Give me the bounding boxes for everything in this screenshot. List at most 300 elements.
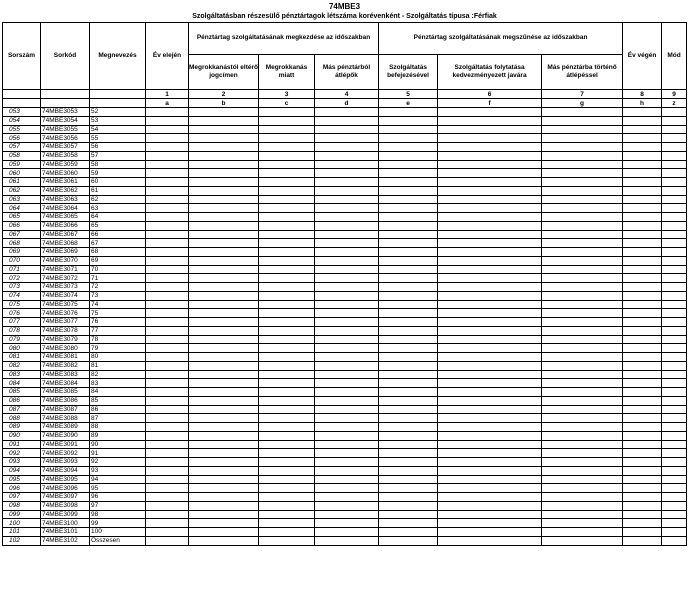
input-cell[interactable] bbox=[315, 169, 379, 178]
input-cell[interactable] bbox=[315, 134, 379, 143]
input-cell[interactable] bbox=[315, 186, 379, 195]
input-cell[interactable] bbox=[623, 143, 662, 152]
input-cell[interactable] bbox=[662, 466, 687, 475]
input-cell[interactable] bbox=[662, 143, 687, 152]
input-cell[interactable] bbox=[542, 108, 623, 117]
input-cell[interactable] bbox=[438, 108, 542, 117]
input-cell[interactable] bbox=[662, 291, 687, 300]
input-cell[interactable] bbox=[623, 326, 662, 335]
input-cell[interactable] bbox=[189, 318, 259, 327]
input-cell[interactable] bbox=[146, 230, 189, 239]
input-cell[interactable] bbox=[438, 379, 542, 388]
input-cell[interactable] bbox=[189, 256, 259, 265]
input-cell[interactable] bbox=[315, 256, 379, 265]
input-cell[interactable] bbox=[438, 353, 542, 362]
input-cell[interactable] bbox=[542, 510, 623, 519]
input-cell[interactable] bbox=[189, 134, 259, 143]
input-cell[interactable] bbox=[623, 431, 662, 440]
input-cell[interactable] bbox=[259, 423, 315, 432]
input-cell[interactable] bbox=[662, 423, 687, 432]
input-cell[interactable] bbox=[662, 501, 687, 510]
input-cell[interactable] bbox=[259, 248, 315, 257]
input-cell[interactable] bbox=[542, 213, 623, 222]
input-cell[interactable] bbox=[438, 195, 542, 204]
input-cell[interactable] bbox=[623, 195, 662, 204]
input-cell[interactable] bbox=[379, 449, 438, 458]
input-cell[interactable] bbox=[315, 335, 379, 344]
input-cell[interactable] bbox=[662, 370, 687, 379]
input-cell[interactable] bbox=[259, 230, 315, 239]
input-cell[interactable] bbox=[379, 458, 438, 467]
input-cell[interactable] bbox=[146, 213, 189, 222]
input-cell[interactable] bbox=[315, 493, 379, 502]
input-cell[interactable] bbox=[259, 431, 315, 440]
input-cell[interactable] bbox=[189, 370, 259, 379]
input-cell[interactable] bbox=[315, 221, 379, 230]
input-cell[interactable] bbox=[315, 370, 379, 379]
input-cell[interactable] bbox=[542, 370, 623, 379]
input-cell[interactable] bbox=[438, 510, 542, 519]
input-cell[interactable] bbox=[662, 475, 687, 484]
input-cell[interactable] bbox=[315, 125, 379, 134]
input-cell[interactable] bbox=[379, 493, 438, 502]
input-cell[interactable] bbox=[146, 440, 189, 449]
input-cell[interactable] bbox=[146, 493, 189, 502]
input-cell[interactable] bbox=[662, 414, 687, 423]
input-cell[interactable] bbox=[315, 195, 379, 204]
input-cell[interactable] bbox=[662, 204, 687, 213]
input-cell[interactable] bbox=[623, 379, 662, 388]
input-cell[interactable] bbox=[662, 178, 687, 187]
input-cell[interactable] bbox=[662, 405, 687, 414]
input-cell[interactable] bbox=[379, 160, 438, 169]
input-cell[interactable] bbox=[623, 309, 662, 318]
input-cell[interactable] bbox=[146, 449, 189, 458]
input-cell[interactable] bbox=[542, 134, 623, 143]
input-cell[interactable] bbox=[623, 414, 662, 423]
input-cell[interactable] bbox=[623, 353, 662, 362]
input-cell[interactable] bbox=[623, 361, 662, 370]
input-cell[interactable] bbox=[438, 239, 542, 248]
input-cell[interactable] bbox=[146, 370, 189, 379]
input-cell[interactable] bbox=[438, 493, 542, 502]
input-cell[interactable] bbox=[438, 291, 542, 300]
input-cell[interactable] bbox=[189, 213, 259, 222]
input-cell[interactable] bbox=[542, 195, 623, 204]
input-cell[interactable] bbox=[623, 484, 662, 493]
input-cell[interactable] bbox=[189, 388, 259, 397]
input-cell[interactable] bbox=[315, 379, 379, 388]
input-cell[interactable] bbox=[662, 300, 687, 309]
input-cell[interactable] bbox=[379, 414, 438, 423]
input-cell[interactable] bbox=[189, 475, 259, 484]
input-cell[interactable] bbox=[189, 283, 259, 292]
input-cell[interactable] bbox=[438, 501, 542, 510]
input-cell[interactable] bbox=[662, 528, 687, 537]
input-cell[interactable] bbox=[146, 318, 189, 327]
input-cell[interactable] bbox=[315, 204, 379, 213]
input-cell[interactable] bbox=[438, 178, 542, 187]
input-cell[interactable] bbox=[315, 291, 379, 300]
input-cell[interactable] bbox=[623, 440, 662, 449]
input-cell[interactable] bbox=[438, 151, 542, 160]
input-cell[interactable] bbox=[662, 335, 687, 344]
input-cell[interactable] bbox=[542, 361, 623, 370]
input-cell[interactable] bbox=[189, 309, 259, 318]
input-cell[interactable] bbox=[189, 361, 259, 370]
input-cell[interactable] bbox=[438, 265, 542, 274]
input-cell[interactable] bbox=[623, 169, 662, 178]
input-cell[interactable] bbox=[623, 160, 662, 169]
input-cell[interactable] bbox=[542, 318, 623, 327]
input-cell[interactable] bbox=[542, 353, 623, 362]
input-cell[interactable] bbox=[379, 274, 438, 283]
input-cell[interactable] bbox=[146, 466, 189, 475]
input-cell[interactable] bbox=[315, 248, 379, 257]
input-cell[interactable] bbox=[146, 501, 189, 510]
input-cell[interactable] bbox=[623, 449, 662, 458]
input-cell[interactable] bbox=[542, 309, 623, 318]
input-cell[interactable] bbox=[542, 274, 623, 283]
input-cell[interactable] bbox=[623, 501, 662, 510]
input-cell[interactable] bbox=[189, 466, 259, 475]
input-cell[interactable] bbox=[379, 283, 438, 292]
input-cell[interactable] bbox=[379, 248, 438, 257]
input-cell[interactable] bbox=[315, 353, 379, 362]
input-cell[interactable] bbox=[542, 440, 623, 449]
input-cell[interactable] bbox=[315, 143, 379, 152]
input-cell[interactable] bbox=[542, 326, 623, 335]
input-cell[interactable] bbox=[189, 248, 259, 257]
input-cell[interactable] bbox=[259, 116, 315, 125]
input-cell[interactable] bbox=[623, 151, 662, 160]
input-cell[interactable] bbox=[259, 388, 315, 397]
input-cell[interactable] bbox=[259, 160, 315, 169]
input-cell[interactable] bbox=[662, 388, 687, 397]
input-cell[interactable] bbox=[189, 143, 259, 152]
input-cell[interactable] bbox=[146, 431, 189, 440]
input-cell[interactable] bbox=[379, 519, 438, 528]
input-cell[interactable] bbox=[315, 528, 379, 537]
input-cell[interactable] bbox=[259, 353, 315, 362]
input-cell[interactable] bbox=[542, 300, 623, 309]
input-cell[interactable] bbox=[189, 335, 259, 344]
input-cell[interactable] bbox=[438, 134, 542, 143]
input-cell[interactable] bbox=[542, 414, 623, 423]
input-cell[interactable] bbox=[438, 423, 542, 432]
input-cell[interactable] bbox=[189, 151, 259, 160]
input-cell[interactable] bbox=[379, 186, 438, 195]
input-cell[interactable] bbox=[146, 178, 189, 187]
input-cell[interactable] bbox=[623, 493, 662, 502]
input-cell[interactable] bbox=[189, 379, 259, 388]
input-cell[interactable] bbox=[315, 300, 379, 309]
input-cell[interactable] bbox=[542, 248, 623, 257]
input-cell[interactable] bbox=[259, 143, 315, 152]
input-cell[interactable] bbox=[623, 475, 662, 484]
input-cell[interactable] bbox=[662, 361, 687, 370]
input-cell[interactable] bbox=[623, 466, 662, 475]
input-cell[interactable] bbox=[379, 423, 438, 432]
input-cell[interactable] bbox=[259, 195, 315, 204]
input-cell[interactable] bbox=[662, 536, 687, 545]
input-cell[interactable] bbox=[146, 458, 189, 467]
input-cell[interactable] bbox=[146, 169, 189, 178]
input-cell[interactable] bbox=[379, 326, 438, 335]
input-cell[interactable] bbox=[146, 248, 189, 257]
input-cell[interactable] bbox=[259, 510, 315, 519]
input-cell[interactable] bbox=[259, 108, 315, 117]
input-cell[interactable] bbox=[623, 423, 662, 432]
input-cell[interactable] bbox=[259, 309, 315, 318]
input-cell[interactable] bbox=[189, 528, 259, 537]
input-cell[interactable] bbox=[146, 344, 189, 353]
input-cell[interactable] bbox=[146, 475, 189, 484]
input-cell[interactable] bbox=[542, 484, 623, 493]
input-cell[interactable] bbox=[662, 256, 687, 265]
input-cell[interactable] bbox=[623, 300, 662, 309]
input-cell[interactable] bbox=[542, 475, 623, 484]
input-cell[interactable] bbox=[189, 344, 259, 353]
input-cell[interactable] bbox=[662, 309, 687, 318]
input-cell[interactable] bbox=[146, 116, 189, 125]
input-cell[interactable] bbox=[259, 493, 315, 502]
input-cell[interactable] bbox=[315, 440, 379, 449]
input-cell[interactable] bbox=[662, 449, 687, 458]
input-cell[interactable] bbox=[623, 248, 662, 257]
input-cell[interactable] bbox=[438, 160, 542, 169]
input-cell[interactable] bbox=[438, 475, 542, 484]
input-cell[interactable] bbox=[259, 169, 315, 178]
input-cell[interactable] bbox=[259, 414, 315, 423]
input-cell[interactable] bbox=[189, 169, 259, 178]
input-cell[interactable] bbox=[146, 353, 189, 362]
input-cell[interactable] bbox=[146, 326, 189, 335]
input-cell[interactable] bbox=[315, 160, 379, 169]
input-cell[interactable] bbox=[315, 388, 379, 397]
input-cell[interactable] bbox=[662, 169, 687, 178]
input-cell[interactable] bbox=[662, 318, 687, 327]
input-cell[interactable] bbox=[623, 213, 662, 222]
input-cell[interactable] bbox=[438, 248, 542, 257]
input-cell[interactable] bbox=[623, 283, 662, 292]
input-cell[interactable] bbox=[259, 326, 315, 335]
input-cell[interactable] bbox=[315, 536, 379, 545]
input-cell[interactable] bbox=[146, 186, 189, 195]
input-cell[interactable] bbox=[189, 221, 259, 230]
input-cell[interactable] bbox=[662, 379, 687, 388]
input-cell[interactable] bbox=[542, 379, 623, 388]
input-cell[interactable] bbox=[189, 493, 259, 502]
input-cell[interactable] bbox=[542, 125, 623, 134]
input-cell[interactable] bbox=[379, 353, 438, 362]
input-cell[interactable] bbox=[623, 510, 662, 519]
input-cell[interactable] bbox=[542, 265, 623, 274]
input-cell[interactable] bbox=[623, 318, 662, 327]
input-cell[interactable] bbox=[146, 361, 189, 370]
input-cell[interactable] bbox=[438, 519, 542, 528]
input-cell[interactable] bbox=[379, 501, 438, 510]
input-cell[interactable] bbox=[623, 396, 662, 405]
input-cell[interactable] bbox=[259, 519, 315, 528]
input-cell[interactable] bbox=[146, 221, 189, 230]
input-cell[interactable] bbox=[662, 248, 687, 257]
input-cell[interactable] bbox=[662, 186, 687, 195]
input-cell[interactable] bbox=[379, 134, 438, 143]
input-cell[interactable] bbox=[438, 370, 542, 379]
input-cell[interactable] bbox=[259, 501, 315, 510]
input-cell[interactable] bbox=[623, 125, 662, 134]
input-cell[interactable] bbox=[623, 108, 662, 117]
input-cell[interactable] bbox=[542, 169, 623, 178]
input-cell[interactable] bbox=[623, 256, 662, 265]
input-cell[interactable] bbox=[379, 379, 438, 388]
input-cell[interactable] bbox=[315, 458, 379, 467]
input-cell[interactable] bbox=[662, 265, 687, 274]
input-cell[interactable] bbox=[662, 134, 687, 143]
input-cell[interactable] bbox=[542, 388, 623, 397]
input-cell[interactable] bbox=[259, 379, 315, 388]
input-cell[interactable] bbox=[259, 125, 315, 134]
input-cell[interactable] bbox=[146, 396, 189, 405]
input-cell[interactable] bbox=[662, 195, 687, 204]
input-cell[interactable] bbox=[623, 291, 662, 300]
input-cell[interactable] bbox=[438, 466, 542, 475]
input-cell[interactable] bbox=[542, 116, 623, 125]
input-cell[interactable] bbox=[438, 361, 542, 370]
input-cell[interactable] bbox=[146, 510, 189, 519]
input-cell[interactable] bbox=[542, 431, 623, 440]
input-cell[interactable] bbox=[189, 300, 259, 309]
input-cell[interactable] bbox=[189, 239, 259, 248]
input-cell[interactable] bbox=[542, 344, 623, 353]
input-cell[interactable] bbox=[438, 309, 542, 318]
input-cell[interactable] bbox=[315, 475, 379, 484]
input-cell[interactable] bbox=[315, 510, 379, 519]
input-cell[interactable] bbox=[379, 536, 438, 545]
input-cell[interactable] bbox=[662, 151, 687, 160]
input-cell[interactable] bbox=[315, 108, 379, 117]
input-cell[interactable] bbox=[315, 431, 379, 440]
input-cell[interactable] bbox=[146, 160, 189, 169]
input-cell[interactable] bbox=[379, 510, 438, 519]
input-cell[interactable] bbox=[379, 143, 438, 152]
input-cell[interactable] bbox=[189, 116, 259, 125]
input-cell[interactable] bbox=[542, 256, 623, 265]
input-cell[interactable] bbox=[623, 116, 662, 125]
input-cell[interactable] bbox=[315, 116, 379, 125]
input-cell[interactable] bbox=[259, 528, 315, 537]
input-cell[interactable] bbox=[379, 213, 438, 222]
input-cell[interactable] bbox=[315, 396, 379, 405]
input-cell[interactable] bbox=[259, 344, 315, 353]
input-cell[interactable] bbox=[438, 484, 542, 493]
input-cell[interactable] bbox=[315, 178, 379, 187]
input-cell[interactable] bbox=[623, 519, 662, 528]
input-cell[interactable] bbox=[259, 178, 315, 187]
input-cell[interactable] bbox=[438, 169, 542, 178]
input-cell[interactable] bbox=[259, 291, 315, 300]
input-cell[interactable] bbox=[189, 265, 259, 274]
input-cell[interactable] bbox=[146, 405, 189, 414]
input-cell[interactable] bbox=[379, 178, 438, 187]
input-cell[interactable] bbox=[542, 204, 623, 213]
input-cell[interactable] bbox=[315, 230, 379, 239]
input-cell[interactable] bbox=[146, 256, 189, 265]
input-cell[interactable] bbox=[259, 466, 315, 475]
input-cell[interactable] bbox=[146, 379, 189, 388]
input-cell[interactable] bbox=[438, 335, 542, 344]
input-cell[interactable] bbox=[315, 274, 379, 283]
input-cell[interactable] bbox=[259, 405, 315, 414]
input-cell[interactable] bbox=[662, 484, 687, 493]
input-cell[interactable] bbox=[379, 431, 438, 440]
input-cell[interactable] bbox=[315, 519, 379, 528]
input-cell[interactable] bbox=[438, 536, 542, 545]
input-cell[interactable] bbox=[379, 388, 438, 397]
input-cell[interactable] bbox=[189, 484, 259, 493]
input-cell[interactable] bbox=[542, 151, 623, 160]
input-cell[interactable] bbox=[438, 458, 542, 467]
input-cell[interactable] bbox=[146, 125, 189, 134]
input-cell[interactable] bbox=[315, 326, 379, 335]
input-cell[interactable] bbox=[379, 195, 438, 204]
input-cell[interactable] bbox=[662, 160, 687, 169]
input-cell[interactable] bbox=[379, 300, 438, 309]
input-cell[interactable] bbox=[189, 405, 259, 414]
input-cell[interactable] bbox=[379, 466, 438, 475]
input-cell[interactable] bbox=[189, 449, 259, 458]
input-cell[interactable] bbox=[146, 414, 189, 423]
input-cell[interactable] bbox=[315, 484, 379, 493]
input-cell[interactable] bbox=[259, 134, 315, 143]
input-cell[interactable] bbox=[438, 186, 542, 195]
input-cell[interactable] bbox=[379, 116, 438, 125]
input-cell[interactable] bbox=[662, 108, 687, 117]
input-cell[interactable] bbox=[315, 361, 379, 370]
input-cell[interactable] bbox=[146, 151, 189, 160]
input-cell[interactable] bbox=[146, 204, 189, 213]
input-cell[interactable] bbox=[315, 405, 379, 414]
input-cell[interactable] bbox=[189, 230, 259, 239]
input-cell[interactable] bbox=[623, 388, 662, 397]
input-cell[interactable] bbox=[438, 449, 542, 458]
input-cell[interactable] bbox=[662, 326, 687, 335]
input-cell[interactable] bbox=[438, 414, 542, 423]
input-cell[interactable] bbox=[438, 213, 542, 222]
input-cell[interactable] bbox=[623, 274, 662, 283]
input-cell[interactable] bbox=[315, 414, 379, 423]
input-cell[interactable] bbox=[146, 274, 189, 283]
input-cell[interactable] bbox=[662, 274, 687, 283]
input-cell[interactable] bbox=[189, 160, 259, 169]
input-cell[interactable] bbox=[662, 230, 687, 239]
input-cell[interactable] bbox=[189, 195, 259, 204]
input-cell[interactable] bbox=[662, 519, 687, 528]
input-cell[interactable] bbox=[662, 125, 687, 134]
input-cell[interactable] bbox=[315, 283, 379, 292]
input-cell[interactable] bbox=[146, 265, 189, 274]
input-cell[interactable] bbox=[189, 204, 259, 213]
input-cell[interactable] bbox=[315, 309, 379, 318]
input-cell[interactable] bbox=[542, 423, 623, 432]
input-cell[interactable] bbox=[542, 466, 623, 475]
input-cell[interactable] bbox=[438, 388, 542, 397]
input-cell[interactable] bbox=[662, 353, 687, 362]
input-cell[interactable] bbox=[146, 423, 189, 432]
input-cell[interactable] bbox=[189, 536, 259, 545]
input-cell[interactable] bbox=[259, 318, 315, 327]
